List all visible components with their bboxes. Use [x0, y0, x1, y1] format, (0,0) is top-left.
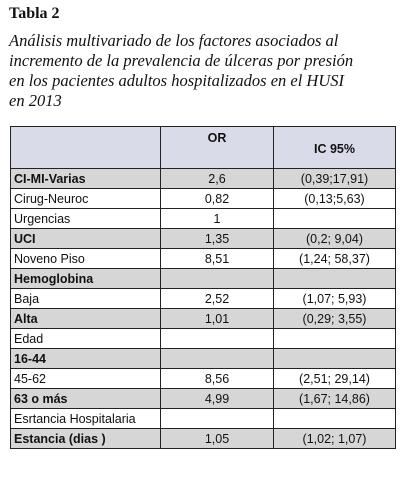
row-ic: [274, 269, 396, 289]
row-ic: (0,29; 3,55): [274, 309, 396, 329]
row-or: 4,99: [161, 389, 274, 409]
row-or: [161, 329, 274, 349]
row-label: 16-44: [11, 349, 161, 369]
row-label: 63 o más: [11, 389, 161, 409]
row-ic: (1,02; 1,07): [274, 429, 396, 449]
row-or: 1,35: [161, 229, 274, 249]
row-or: 2,6: [161, 169, 274, 189]
table-row: [11, 409, 396, 429]
row-label: Edad: [11, 329, 161, 349]
table-row: [11, 429, 396, 449]
table-row: [11, 329, 396, 349]
table-row: [11, 169, 396, 189]
row-or: 8,51: [161, 249, 274, 269]
row-or: 1,05: [161, 429, 274, 449]
header-label: [11, 127, 161, 169]
table-row: [11, 389, 396, 409]
row-or: 8,56: [161, 369, 274, 389]
row-label: Estancia (dias ): [11, 429, 161, 449]
row-label: CI-MI-Varias: [11, 169, 161, 189]
row-label: Hemoglobina: [11, 269, 161, 289]
row-label: Noveno Piso: [11, 249, 161, 269]
row-or: 2,52: [161, 289, 274, 309]
table-row: [11, 369, 396, 389]
row-or: 1,01: [161, 309, 274, 329]
table-caption: [9, 31, 394, 111]
row-or: [161, 349, 274, 369]
row-label: Baja: [11, 289, 161, 309]
row-label: Urgencias: [11, 209, 161, 229]
results-table: [10, 126, 396, 449]
row-label: Cirug-Neuroc: [11, 189, 161, 209]
row-ic: [274, 209, 396, 229]
row-ic: (0,13;5,63): [274, 189, 396, 209]
table-row: [11, 269, 396, 289]
table-header-row: [11, 127, 396, 169]
table-row: [11, 209, 396, 229]
table-row: [11, 229, 396, 249]
row-ic: (0,2; 9,04): [274, 229, 396, 249]
table-row: [11, 309, 396, 329]
caption-line: incremento de la prevalencia de úlceras por presión: [9, 51, 354, 70]
row-ic: [274, 329, 396, 349]
header-ic: IC 95%: [274, 127, 396, 169]
row-ic: (1,67; 14,86): [274, 389, 396, 409]
table-body: [11, 169, 396, 449]
row-label: 45-62: [11, 369, 161, 389]
table-row: [11, 189, 396, 209]
row-or: [161, 409, 274, 429]
row-or: 1: [161, 209, 274, 229]
row-or: [161, 269, 274, 289]
row-ic: (0,39;17,91): [274, 169, 396, 189]
row-ic: (1,07; 5,93): [274, 289, 396, 309]
caption-line: en los pacientes adultos hospitalizados en el HUSI: [9, 71, 345, 90]
row-label: UCI: [11, 229, 161, 249]
table-row: [11, 349, 396, 369]
row-ic: [274, 409, 396, 429]
caption-line: en 2013: [9, 91, 62, 110]
row-label: Alta: [11, 309, 161, 329]
row-ic: (1,24; 58,37): [274, 249, 396, 269]
row-ic: [274, 349, 396, 369]
row-label: Esrtancia Hospitalaria: [11, 409, 161, 429]
table-title: Tabla 2: [9, 5, 60, 22]
table-row: [11, 289, 396, 309]
header-or: OR: [161, 127, 274, 169]
table-row: [11, 249, 396, 269]
row-ic: (2,51; 29,14): [274, 369, 396, 389]
caption-line: Análisis multivariado de los factores asociados al: [9, 31, 339, 50]
row-or: 0,82: [161, 189, 274, 209]
